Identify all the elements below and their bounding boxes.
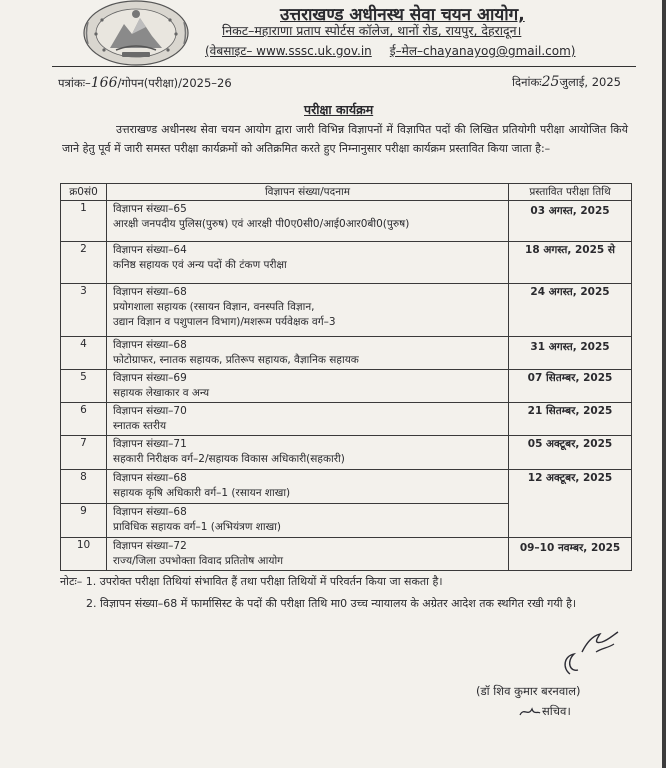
issue-date: दिनांकः25जुलाई, 2025 (512, 74, 621, 90)
exam-date: 07 सितम्बर, 2025 (509, 370, 632, 403)
exam-date: 03 अगस्त, 2025 (509, 201, 632, 242)
serial-number: 10 (61, 538, 107, 571)
date-handwritten-day: 25 (541, 74, 560, 90)
scan-edge (662, 0, 666, 768)
serial-number: 1 (61, 201, 107, 242)
exam-date: 09–10 नवम्बर, 2025 (509, 538, 632, 571)
signature-scribble (556, 622, 626, 682)
contact-line (205, 42, 575, 59)
table-row (61, 370, 632, 403)
advertisement-cell: विज्ञापन संख्या–68 प्रयोगशाला सहायक (रसायन विज्ञान, वनस्पति विज्ञान, उद्यान विज्ञान व पशुपालन विभाग)/मशरूम पर्यवेक्षक वर्ग–3 (107, 284, 509, 337)
website-link[interactable]: (वेबसाइट– www.sssc.uk.gov.in (205, 44, 372, 58)
serial-number: 8 (61, 470, 107, 504)
intro-paragraph: उत्तराखण्ड अधीनस्थ सेवा चयन आयोग द्वारा जारी विभिन्न विज्ञापनों में विज्ञापित पदों की लिखित प्रतियोगी परीक्षा आयोजित किये जाने हेतु पूर्व में जारी समस्त परीक्षा कार्यक्रमों को अतिक्रमित करते हुए निम्नानुसार परीक्षा कार्यक्रम प्रस्तावित किया जाता है:– (62, 123, 628, 155)
note-2: 2. विज्ञापन संख्या–68 में फार्मासिस्ट के पदों की परीक्षा तिथि मा0 उच्च न्यायालय के अग्रेतर आदेश तक स्थगित रखी गयी है। (86, 597, 577, 610)
advertisement-cell: विज्ञापन संख्या–68 प्राविधिक सहायक वर्ग–1 (अभियंत्रण शाखा) (107, 504, 509, 538)
exam-date: 24 अगस्त, 2025 (509, 284, 632, 337)
commission-emblem-icon (82, 0, 190, 70)
signatory-name: (डॉ शिव कुमार बरनवाल) (476, 684, 581, 698)
reference-number: पत्रांकः–166/गोपन(परीक्षा)/2025–26 (58, 75, 232, 91)
exam-date: 18 अगस्त, 2025 से (509, 242, 632, 284)
table-row (61, 436, 632, 470)
table-row (61, 284, 632, 337)
serial-number: 7 (61, 436, 107, 470)
advertisement-cell: विज्ञापन संख्या–71 सहकारी निरीक्षक वर्ग–2/सहायक विकास अधिकारी(सहकारी) (107, 436, 509, 470)
advertisement-cell: विज्ञापन संख्या–69 सहायक लेखाकार व अन्य (107, 370, 509, 403)
exam-date: 12 अक्टूबर, 2025 (509, 470, 632, 538)
serial-number: 2 (61, 242, 107, 284)
advertisement-cell: विज्ञापन संख्या–68 सहायक कृषि अधिकारी वर्ग–1 (रसायन शाखा) (107, 470, 509, 504)
serial-number: 4 (61, 337, 107, 370)
table-row (61, 337, 632, 370)
table-row (61, 403, 632, 436)
commission-name: उत्तराखण्ड अधीनस्थ सेवा चयन आयोग, (280, 5, 525, 25)
exam-date: 21 सितम्बर, 2025 (509, 403, 632, 436)
header-divider (52, 66, 636, 67)
advertisement-cell: विज्ञापन संख्या–70 स्नातक स्तरीय (107, 403, 509, 436)
signatory-designation: सचिव। (518, 704, 571, 719)
serial-number: 9 (61, 504, 107, 538)
serial-number: 6 (61, 403, 107, 436)
exam-date: 31 अगस्त, 2025 (509, 337, 632, 370)
header-exam-date: प्रस्तावित परीक्षा तिथि (509, 184, 632, 201)
note-label: नोटः– (60, 575, 83, 588)
advertisement-cell: विज्ञापन संख्या–68 फोटोग्राफर, स्नातक सहायक, प्रतिरूप सहायक, वैज्ञानिक सहायक (107, 337, 509, 370)
commission-address: निकट–महाराणा प्रताप स्पोर्टस कॉलेज, थानों रोड, रायपुर, देहरादून। (222, 23, 522, 38)
email-link[interactable]: ई–मेल–chayanayog@gmail.com) (389, 44, 576, 58)
table-row (61, 242, 632, 284)
table-header-row (61, 184, 632, 201)
table-row (61, 538, 632, 571)
advertisement-cell: विज्ञापन संख्या–72 राज्य/जिला उपभोक्ता विवाद प्रतितोष आयोग (107, 538, 509, 571)
exam-date: 05 अक्टूबर, 2025 (509, 436, 632, 470)
advertisement-cell: विज्ञापन संख्या–65 आरक्षी जनपदीय पुलिस(पुरुष) एवं आरक्षी पी0ए0सी0/आई0आर0बी0(पुरुष) (107, 201, 509, 242)
note-1: नोटः– 1. उपरोक्त परीक्षा तिथियां संभावित हैं तथा परीक्षा तिथियों में परिवर्तन किया जा सकता है। (60, 575, 443, 588)
initials-scribble (518, 705, 542, 719)
section-title: परीक्षा कार्यक्रम (304, 102, 374, 117)
advertisement-cell: विज्ञापन संख्या–64 कनिष्ठ सहायक एवं अन्य पदों की टंकण परीक्षा (107, 242, 509, 284)
serial-number: 3 (61, 284, 107, 337)
header-advertisement: विज्ञापन संख्या/पदनाम (107, 184, 509, 201)
table-row (61, 201, 632, 242)
table-row (61, 470, 632, 504)
exam-schedule-table (60, 183, 632, 571)
header-serial: क्र0सं0 (61, 184, 107, 201)
serial-number: 5 (61, 370, 107, 403)
reference-handwritten-number: 166 (90, 75, 118, 91)
